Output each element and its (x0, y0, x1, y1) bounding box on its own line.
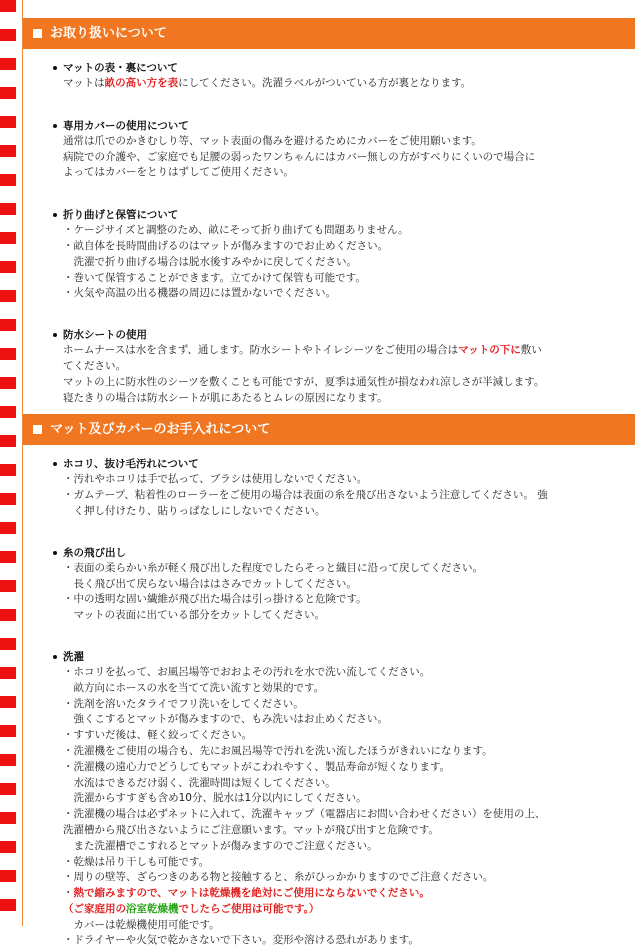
emphasis-text: 熱で縮みますので、マットは乾燥機を絶対にご使用にならないでください。 (73, 887, 430, 900)
block-heading (63, 546, 635, 561)
text-segment: く押し付けたり、貼りっぱなしにしないでください。 (63, 504, 326, 517)
text-segment: ・畝自体を長時間曲げるのはマットが傷みますのでお止めください。 (63, 239, 389, 252)
text-segment: ・ (63, 887, 74, 900)
text-segment: ホームナースは水を含まず、通します。防水シートやトイレシーツをご使用の場合は (63, 344, 459, 357)
body-line (63, 223, 635, 239)
emphasis-text: 浴室乾燥機 (126, 902, 179, 915)
body-line (63, 807, 635, 823)
block-heading (63, 61, 635, 76)
body-line (63, 712, 635, 728)
body-line (63, 134, 635, 150)
bullet-dot-icon (53, 655, 57, 659)
text-segment: ・ケージサイズと調整のため、畝にそって折り曲げても問題ありません。 (63, 224, 409, 237)
body-line (63, 823, 635, 839)
body-line (63, 681, 635, 697)
text-segment: 洗濯からすすぎも含め10分、脱水は1分以内にしてください。 (63, 792, 367, 805)
body-line (63, 776, 635, 792)
body-line (63, 286, 635, 302)
body-line (63, 933, 635, 949)
text-segment: マットの上に防水性のシーツを敷くことも可能ですが、夏季は通気性が損なわれ涼しさが半減します。 (63, 375, 545, 388)
bullet-dot-icon (53, 213, 57, 217)
square-bullet-icon (33, 425, 42, 434)
info-block (23, 650, 635, 949)
heading-text: ホコリ、抜け毛汚れについて (63, 458, 199, 471)
text-segment: ・洗濯機をご使用の場合も、先にお風呂場等で汚れを洗い流したほうがきれいになります。 (63, 744, 493, 757)
block-heading (63, 650, 635, 665)
emphasis-text: （ご家庭用の (63, 902, 126, 915)
text-segment: ・ホコリを払って、お風呂場等でおおよその汚れを水で洗い流してください。 (63, 665, 431, 678)
text-segment: ・ドライヤーや火気で乾かさないで下さい。変形や溶ける恐れがあります。 (63, 934, 419, 947)
info-block (23, 546, 635, 624)
body-line (63, 697, 635, 713)
info-block (23, 61, 635, 92)
emphasis-text: でしたらご使用は可能です。） (178, 902, 320, 915)
block-heading (63, 457, 635, 472)
info-block (23, 457, 635, 519)
body-line (63, 76, 635, 92)
body-line (63, 665, 635, 681)
text-segment: ・ガムテープ、粘着性のローラーをご使用の場合は表面の糸を飛び出さないよう注意してください。 強 (63, 489, 548, 502)
body-line (63, 839, 635, 855)
info-block (23, 119, 635, 181)
body-line (63, 760, 635, 776)
text-segment: てください。 (63, 359, 126, 372)
body-line (63, 791, 635, 807)
text-segment: ・火気や高温の出る機器の周辺には置かないでください。 (63, 287, 336, 300)
text-segment: 水流はできるだけ弱く、洗濯時間は短くしてください。 (63, 776, 336, 789)
heading-text: 糸の飛び出し (63, 546, 126, 559)
text-segment: 強くこするとマットが傷みますので、もみ洗いはお止めください。 (63, 713, 388, 726)
bullet-dot-icon (53, 333, 57, 337)
bullet-dot-icon (53, 66, 57, 70)
block-heading (63, 328, 635, 343)
text-segment: ・中の透明な固い繊維が飛び出た場合は引っ掛けると危険です。 (63, 593, 367, 606)
text-segment: よってはカバーをとりはずしてご使用ください。 (63, 166, 294, 179)
text-segment: ・洗濯機の場合は必ずネットに入れて、洗濯キャップ（電器店にお問い合わせください）を使用の上、 (63, 808, 546, 821)
emphasis-text: マットの下に (458, 344, 521, 357)
body-line (63, 239, 635, 255)
body-line (63, 504, 635, 520)
body-line (63, 728, 635, 744)
text-segment: マットの表面に出ている部分をカットしてください。 (63, 609, 325, 622)
text-segment: ・すすいだ後は、軽く絞ってください。 (63, 729, 253, 742)
text-segment: 寝たきりの場合は防水シートが肌にあたるとムレの原因になります。 (63, 391, 388, 404)
body-line (63, 744, 635, 760)
heading-text: マットの表・裏について (63, 62, 178, 74)
body-line (63, 255, 635, 271)
page-content (23, 0, 635, 949)
body-line (63, 592, 635, 608)
text-segment: ・乾燥は吊り干しも可能です。 (63, 855, 210, 868)
body-line (63, 472, 635, 488)
text-segment: また洗濯槽でこすれるとマットが傷みますのでご注意ください。 (63, 839, 378, 852)
section-title: マット及びカバーのお手入れについて (50, 422, 271, 438)
body-line (63, 150, 635, 166)
body-line (63, 375, 635, 391)
body-line (63, 391, 635, 407)
heading-text: 洗濯 (63, 650, 84, 663)
text-segment: ・表面の柔らかい糸が軽く飛び出した程度でしたらそっと織目に沿って戻してください。 (63, 561, 483, 574)
text-segment: カバーは乾燥機使用可能です。 (63, 918, 220, 931)
section-header-handling (23, 18, 635, 49)
heading-text: 防水シートの使用 (63, 329, 147, 342)
text-segment: 病院での介護や、ご家庭でも足腰の弱ったワンちゃんにはカバー無しの方がすべりにくいので場合に (63, 150, 536, 163)
text-segment: 畝方向にホースの水を当てて洗い流すと効果的です。 (63, 681, 325, 694)
body-line (63, 359, 635, 375)
bullet-dot-icon (53, 551, 57, 555)
body-line (63, 271, 635, 287)
text-segment: 通常は爪でのかきむしり等、マット表面の傷みを避けるためにカバーをご使用願います。 (63, 134, 482, 147)
body-line (63, 561, 635, 577)
text-segment: ・汚れやホコリは手で払って、ブラシは使用しないでください。 (63, 473, 368, 486)
body-line (63, 488, 635, 504)
text-segment: ・洗剤を溶いたタライでフリ洗いをしてください。 (63, 697, 304, 710)
body-line (63, 608, 635, 624)
body-line (63, 577, 635, 593)
text-segment: 敷い (520, 344, 542, 357)
block-heading (63, 119, 635, 134)
text-segment: ・洗濯機の遠心力でどうしてもマットがこわれやすく、製品寿命が短くなります。 (63, 760, 451, 773)
info-block (23, 208, 635, 302)
text-segment: 洗濯で折り曲げる場合は脱水後すみやかに戻してください。 (63, 255, 357, 268)
block-heading (63, 208, 635, 223)
section-handling-body (23, 49, 635, 406)
body-line (63, 886, 635, 902)
section-title: お取り扱いについて (50, 26, 167, 41)
text-segment: マットは (63, 77, 105, 89)
text-segment: ・周りの壁等、ざらつきのある物と接触すると、糸がひっかかりますのでご注意ください。 (63, 871, 494, 884)
body-line (63, 870, 635, 886)
text-segment: 洗濯槽から飛び出さないようにご注意願います。マットが飛び出すと危険です。 (63, 823, 439, 836)
body-line (63, 165, 635, 181)
text-segment: 長く飛び出て戻らない場合ははさみでカットしてください。 (63, 577, 357, 590)
red-dash-border (0, 0, 16, 926)
body-line (63, 855, 635, 871)
square-bullet-icon (33, 29, 42, 38)
heading-text: 専用カバーの使用について (63, 119, 189, 132)
emphasis-text: 畝の高い方を表 (104, 77, 179, 89)
body-line (63, 343, 635, 359)
section-care-body (23, 445, 635, 949)
text-segment: ・巻いて保管することができます。立てかけて保管も可能です。 (63, 271, 366, 284)
info-block (23, 328, 635, 406)
body-line (63, 902, 635, 918)
text-segment: にしてください。洗濯ラベルがついている方が裏となります。 (178, 77, 472, 89)
heading-text: 折り曲げと保管について (63, 209, 179, 222)
section-header-care (23, 414, 635, 445)
bullet-dot-icon (53, 124, 57, 128)
bullet-dot-icon (53, 462, 57, 466)
